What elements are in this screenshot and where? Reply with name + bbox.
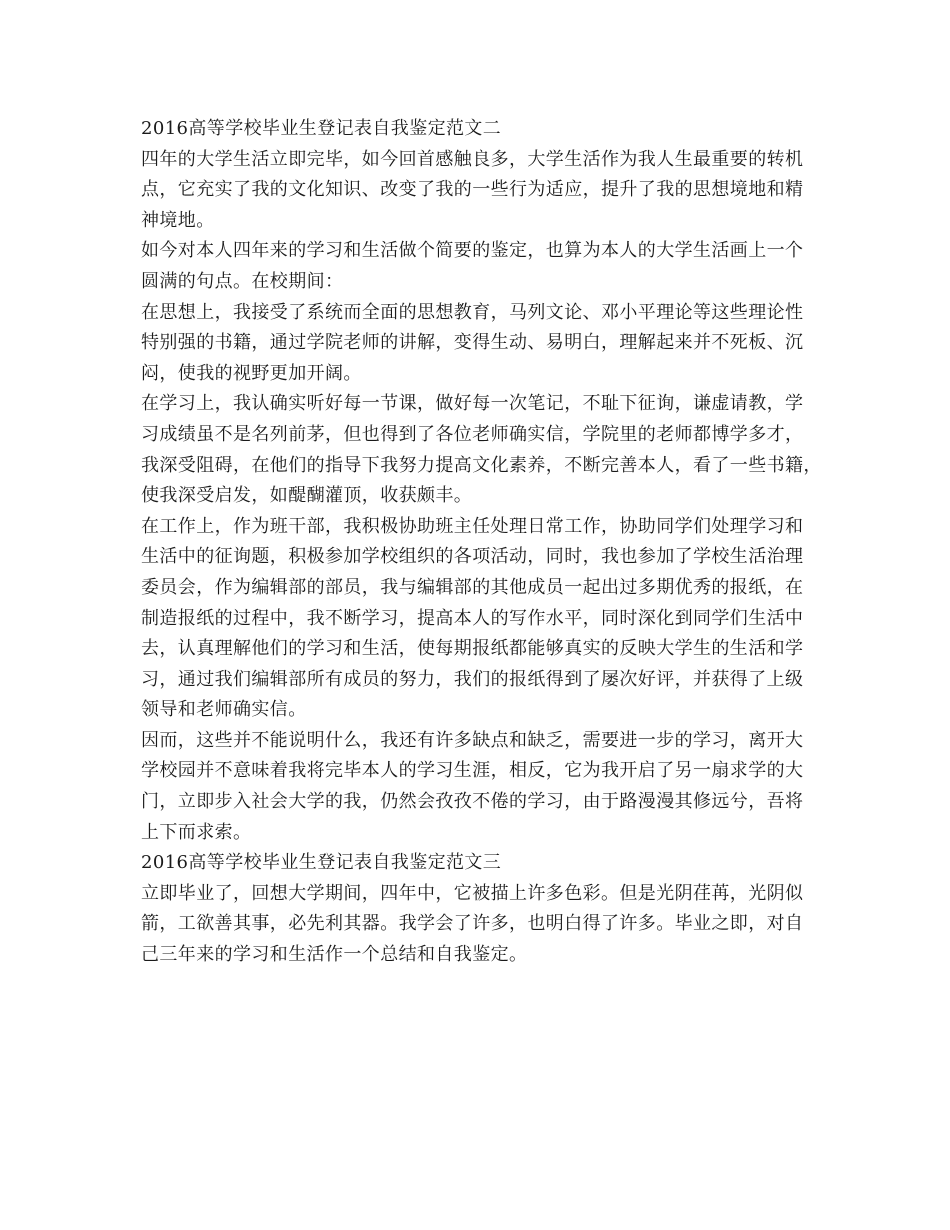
text-line: 习，通过我们编辑部所有成员的努力，我们的报纸得到了屡次好评，并获得了上级 bbox=[141, 668, 804, 690]
section-heading-3: 2016高等学校毕业生登记表自我鉴定范文三 bbox=[141, 852, 502, 874]
document-body bbox=[141, 114, 821, 971]
text-line: 在学习上，我认确实听好每一节课，做好每一次笔记，不耻下征询，谦虚请教，学 bbox=[141, 393, 804, 415]
text-line: 箭，工欲善其事，必先利其器。我学会了许多，也明白得了许多。毕业之即，对自 bbox=[141, 913, 804, 935]
section-heading-2: 2016高等学校毕业生登记表自我鉴定范文二 bbox=[141, 118, 502, 139]
text-line: 如今对本人四年来的学习和生活做个简要的鉴定，也算为本人的大学生活画上一个 bbox=[141, 240, 804, 262]
text-line: 立即毕业了，回想大学期间，四年中，它被描上许多色彩。但是光阴荏苒，光阴似 bbox=[141, 882, 804, 904]
text-line: 门，立即步入社会大学的我，仍然会孜孜不倦的学习，由于路漫漫其修远兮，吾将 bbox=[141, 791, 804, 813]
text-line: 习成绩虽不是名列前茅，但也得到了各位老师确实信，学院里的老师都博学多才， bbox=[141, 423, 804, 445]
text-line: 在工作上，作为班干部，我积极协助班主任处理日常工作，协助同学们处理学习和 bbox=[141, 515, 804, 537]
text-line: 制造报纸的过程中，我不断学习，提高本人的写作水平，同时深化到同学们生活中 bbox=[141, 607, 804, 629]
text-line: 在思想上，我接受了系统而全面的思想教育，马列文论、邓小平理论等这些理论性 bbox=[141, 301, 804, 323]
text-line: 我深受阻碍，在他们的指导下我努力提高文化素养，不断完善本人，看了一些书籍， bbox=[141, 454, 822, 476]
text-line: 神境地。 bbox=[141, 209, 215, 231]
text-line: 去，认真理解他们的学习和生活，使每期报纸都能够真实的反映大学生的生活和学 bbox=[141, 638, 804, 660]
text-line: 学校园并不意味着我将完毕本人的学习生涯，相反，它为我开启了另一扇求学的大 bbox=[141, 760, 804, 782]
text-line: 因而，这些并不能说明什么，我还有许多缺点和缺乏，需要进一步的学习，离开大 bbox=[141, 729, 804, 751]
text-line: 使我深受启发，如醍醐灌顶，收获颇丰。 bbox=[141, 485, 473, 507]
text-line: 领导和老师确实信。 bbox=[141, 699, 307, 721]
text-line: 圆满的句点。在校期间： bbox=[141, 270, 344, 292]
text-line: 委员会，作为编辑部的部员，我与编辑部的其他成员一起出过多期优秀的报纸，在 bbox=[141, 576, 804, 598]
text-line: 四年的大学生活立即完毕，如今回首感触良多，大学生活作为我人生最重要的转机 bbox=[141, 148, 804, 170]
text-line: 生活中的征询题，积极参加学校组织的各项活动，同时，我也参加了学校生活治理 bbox=[141, 546, 804, 568]
text-line: 闷，使我的视野更加开阔。 bbox=[141, 362, 362, 384]
text-line: 上下而求索。 bbox=[141, 821, 252, 843]
text-line: 点，它充实了我的文化知识、改变了我的一些行为适应，提升了我的思想境地和精 bbox=[141, 179, 804, 201]
text-line: 己三年来的学习和生活作一个总结和自我鉴定。 bbox=[141, 944, 528, 966]
text-line: 特别强的书籍，通过学院老师的讲解，变得生动、易明白，理解起来并不死板、沉 bbox=[141, 332, 804, 354]
